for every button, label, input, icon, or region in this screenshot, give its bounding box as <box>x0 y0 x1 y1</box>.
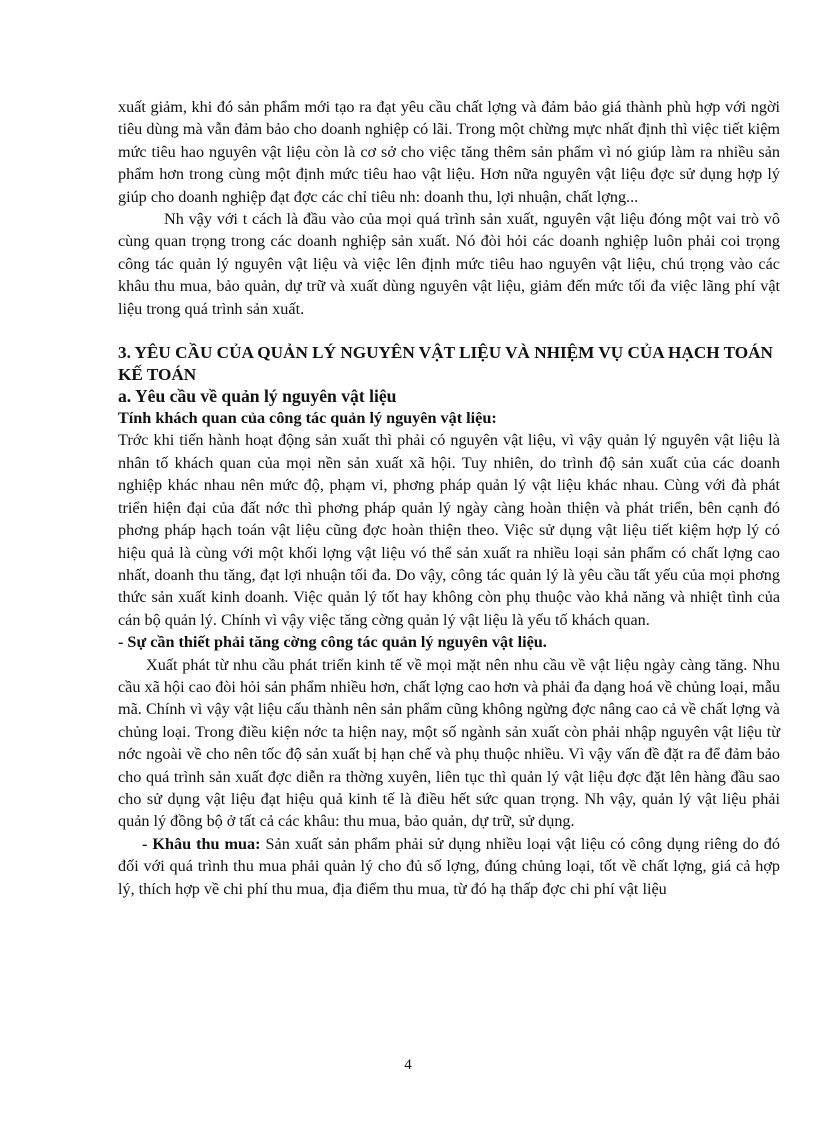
document-page <box>118 96 780 900</box>
purchasing-text: Sản xuất sản phẩm phải sử dụng nhiều loại vật liệu có công dụng riêng do đó đối với quá trình thu mua phải quản lý cho đủ số lợng, đúng chủng loại, tốt về chất lợng, giá cả hợp lý, thích hợp về chi phí thu mua, địa điểm thu mua, từ đó hạ thấp đợc chi phí vật liệu <box>118 834 780 898</box>
subsection-heading-a: a. Yêu cầu về quản lý nguyên vật liệu <box>118 386 397 407</box>
paragraph-necessity: Xuất phát từ nhu cầu phát triển kinh tế về mọi mặt nên nhu cầu về vật liệu ngày càng tăng. Nhu cầu xã hội cao đòi hỏi sản phẩm nhiều hơn, chất lợng cao hơn và phải đa dạng hoá về chủng loại, mẫu mã. Chính vì vậy vật liệu cấu thành nên sản phẩm cũng không ngừng đợc nâng cao cả về chất lợng và chủng loại. Trong điều kiện nớc ta hiện nay, một số ngành sản xuất còn phải nhập nguyên vật liệu từ nớc ngoài về cho nên tốc độ sản xuất bị hạn chế và phụ thuộc nhiều. Vì vậy vấn đề đặt ra để đảm bảo cho quá trình sản xuất đợc diễn ra thờng xuyên, liên tục thì quản lý vật liệu đợc đặt lên hàng đầu sao cho sử dụng vật liệu đạt hiệu quả kinh tế là điều hết sức quan trọng. Nh vậy, quản lý vật liệu phải quản lý đồng bộ ở tất cả các khâu: thu mua, bảo quản, dự trữ, sử dụng. <box>118 655 780 831</box>
paragraph-purchasing <box>118 833 780 900</box>
paragraph-material-role: Nh vậy với t cách là đầu vào của mọi quá trình sản xuất, nguyên vật liệu đóng một vai trò vô cùng quan trọng trong các doanh nghiệp sản xuất. Nó đòi hỏi các doanh nghiệp luôn phải coi trọng công tác quản lý nguyên vật liệu và việc lên định mức tiêu hao nguyên vật liệu, chú trọng vào các khâu thu mua, bảo quản, dự trữ và xuất dùng nguyên vật liệu, giảm đến mức tối đa việc lãng phí vật liệu trong quá trình sản xuất. <box>118 210 780 318</box>
subheading-objectivity: Tính khách quan của công tác quản lý nguyên vật liệu: <box>118 409 497 428</box>
section-heading-3: 3. YÊU CẦU CỦA QUẢN LÝ NGUYÊN VẬT LIỆU VÀ NHIỆM VỤ CỦA HẠCH TOÁN KẾ TOÁN <box>118 343 773 384</box>
purchasing-lead: - Khâu thu mua: <box>142 834 261 853</box>
subheading-necessity: - Sự cần thiết phải tăng cờng công tác quản lý nguyên vật liệu. <box>118 633 547 652</box>
paragraph-objectivity: Trớc khi tiến hành hoạt động sản xuất thì phải có nguyên vật liệu, vì vậy quản lý nguyên vật liệu là nhân tố khách quan của mọi nền sản xuất xã hội. Tuy nhiên, do trình độ sản xuất của các doanh nghiệp khác nhau nên mức độ, phạm vi, phơng pháp quản lý vật liệu khác nhau. Cùng với đà phát triển hiện đại của đất nớc thì phơng pháp quản lý ngày càng hoàn thiện và phát triển, bên cạnh đó phơng pháp hạch toán vật liệu cũng đợc hoàn thiện theo. Việc sử dụng vật liệu tiết kiệm hợp lý có hiệu quả là cùng với một khối lợng vật liệu vó thể sản xuất ra nhiều loại sản phẩm có chất lợng cao nhất, doanh thu tăng, đạt lợi nhuận tối đa. Do vậy, công tác quản lý là yêu cầu tất yếu của mọi phơng thức sản xuất kinh doanh. Việc quản lý tốt hay không còn phụ thuộc vào khả năng và nhiệt tình của cán bộ quản lý. Chính vì vậy việc tăng cờng quản lý vật liệu là yếu tố khách quan. <box>118 431 780 629</box>
paragraph-cost-savings: xuất giảm, khi đó sản phẩm mới tạo ra đạt yêu cầu chất lợng và đảm bảo giá thành phù hợp với ngời tiêu dùng mà vẫn đảm bảo cho doanh nghiệp có lãi. Trong một chừng mực nhất định thì việc tiết kiệm mức tiêu hao nguyên vật liệu còn là cơ sở cho việc tăng thêm sản phẩm vì nó giúp làm ra nhiều sản phẩm hơn trong cùng một định mức tiêu hao vật liệu. Hơn nữa nguyên vật liệu đợc sử dụng hợp lý giúp cho doanh nghiệp đạt đợc các chỉ tiêu nh: doanh thu, lợi nhuận, chất lợng... <box>118 98 780 206</box>
page-number: 4 <box>404 1057 412 1073</box>
